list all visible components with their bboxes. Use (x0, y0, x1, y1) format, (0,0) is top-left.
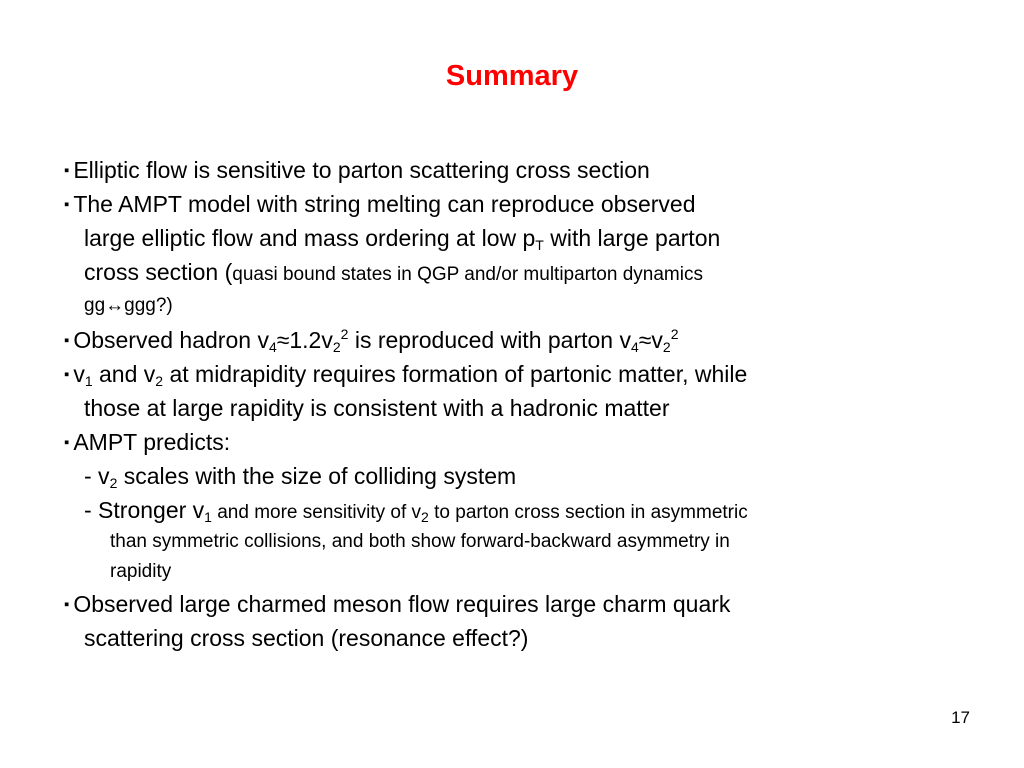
line-text: and v (92, 361, 156, 387)
bullet-line (64, 357, 994, 391)
continuation-line (64, 289, 994, 323)
subscript: 2 (421, 509, 429, 525)
line-text-small: and more sensitivity of v (211, 502, 422, 523)
line-text: at midrapidity requires formation of partonic matter, while (163, 361, 748, 387)
bullet-icon: ▪ (64, 366, 70, 383)
continuation-line (64, 391, 994, 425)
bullet-icon: ▪ (64, 434, 70, 451)
subscript: 2 (155, 373, 164, 389)
line-text-small: gg↔ggg?) (84, 295, 173, 316)
sub-item-line (64, 459, 994, 493)
line-text: The AMPT model with string melting can reproduce observed (73, 191, 696, 217)
continuation-line (64, 221, 994, 255)
slide-body (64, 153, 994, 655)
sub-item-continuation (64, 527, 994, 557)
subscript: 4 (268, 339, 277, 355)
slide-title: Summary (445, 60, 579, 92)
line-text-small: than symmetric collisions, and both show forward-backward asymmetry in (110, 531, 730, 552)
bullet-line (64, 587, 994, 621)
line-text-small: quasi bound states in QGP and/or multiparton dynamics (232, 264, 703, 285)
line-text: ≈1.2v (276, 327, 333, 353)
line-text: scattering cross section (resonance effect?) (84, 625, 529, 651)
subscript: T (535, 237, 544, 253)
sub-item-line (64, 493, 994, 527)
subscript: 2 (109, 475, 118, 491)
line-text: large elliptic flow and mass ordering at low p (84, 225, 536, 251)
bullet-icon: ▪ (64, 196, 70, 213)
line-text: scales with the size of colliding system (117, 463, 517, 489)
superscript: 2 (670, 326, 679, 342)
bullet-icon: ▪ (64, 162, 70, 179)
bullet-line (64, 425, 994, 459)
bullet-line (64, 153, 994, 187)
line-text: Observed hadron v (73, 327, 269, 353)
line-text: is reproduced with parton v (348, 327, 631, 353)
line-text: Elliptic flow is sensitive to parton scattering cross section (73, 157, 650, 183)
superscript: 2 (340, 326, 349, 342)
continuation-line (64, 621, 994, 655)
line-text: Observed large charmed meson flow requires large charm quark (73, 591, 731, 617)
subscript: 2 (662, 339, 671, 355)
bullet-icon: ▪ (64, 332, 70, 349)
continuation-line (64, 255, 994, 289)
line-text: - Stronger v (84, 497, 205, 523)
line-text: cross section ( (84, 259, 233, 285)
sub-item-continuation (64, 557, 994, 587)
page-number: 17 (951, 708, 970, 727)
line-text: AMPT predicts: (73, 429, 231, 455)
subscript: 4 (631, 339, 639, 355)
bullet-line (64, 187, 994, 221)
bullet-line (64, 323, 994, 357)
line-text: ≈v (638, 327, 663, 353)
line-text: with large parton (543, 225, 721, 251)
line-text: v (73, 361, 85, 387)
subscript: 2 (332, 339, 341, 355)
line-text-small: rapidity (110, 561, 172, 582)
subscript: 1 (204, 509, 212, 525)
subscript: 1 (84, 373, 93, 389)
bullet-icon: ▪ (64, 596, 70, 613)
line-text-small: to parton cross section in asymmetric (428, 502, 748, 523)
line-text: those at large rapidity is consistent with a hadronic matter (84, 395, 670, 421)
line-text: - v (84, 463, 110, 489)
